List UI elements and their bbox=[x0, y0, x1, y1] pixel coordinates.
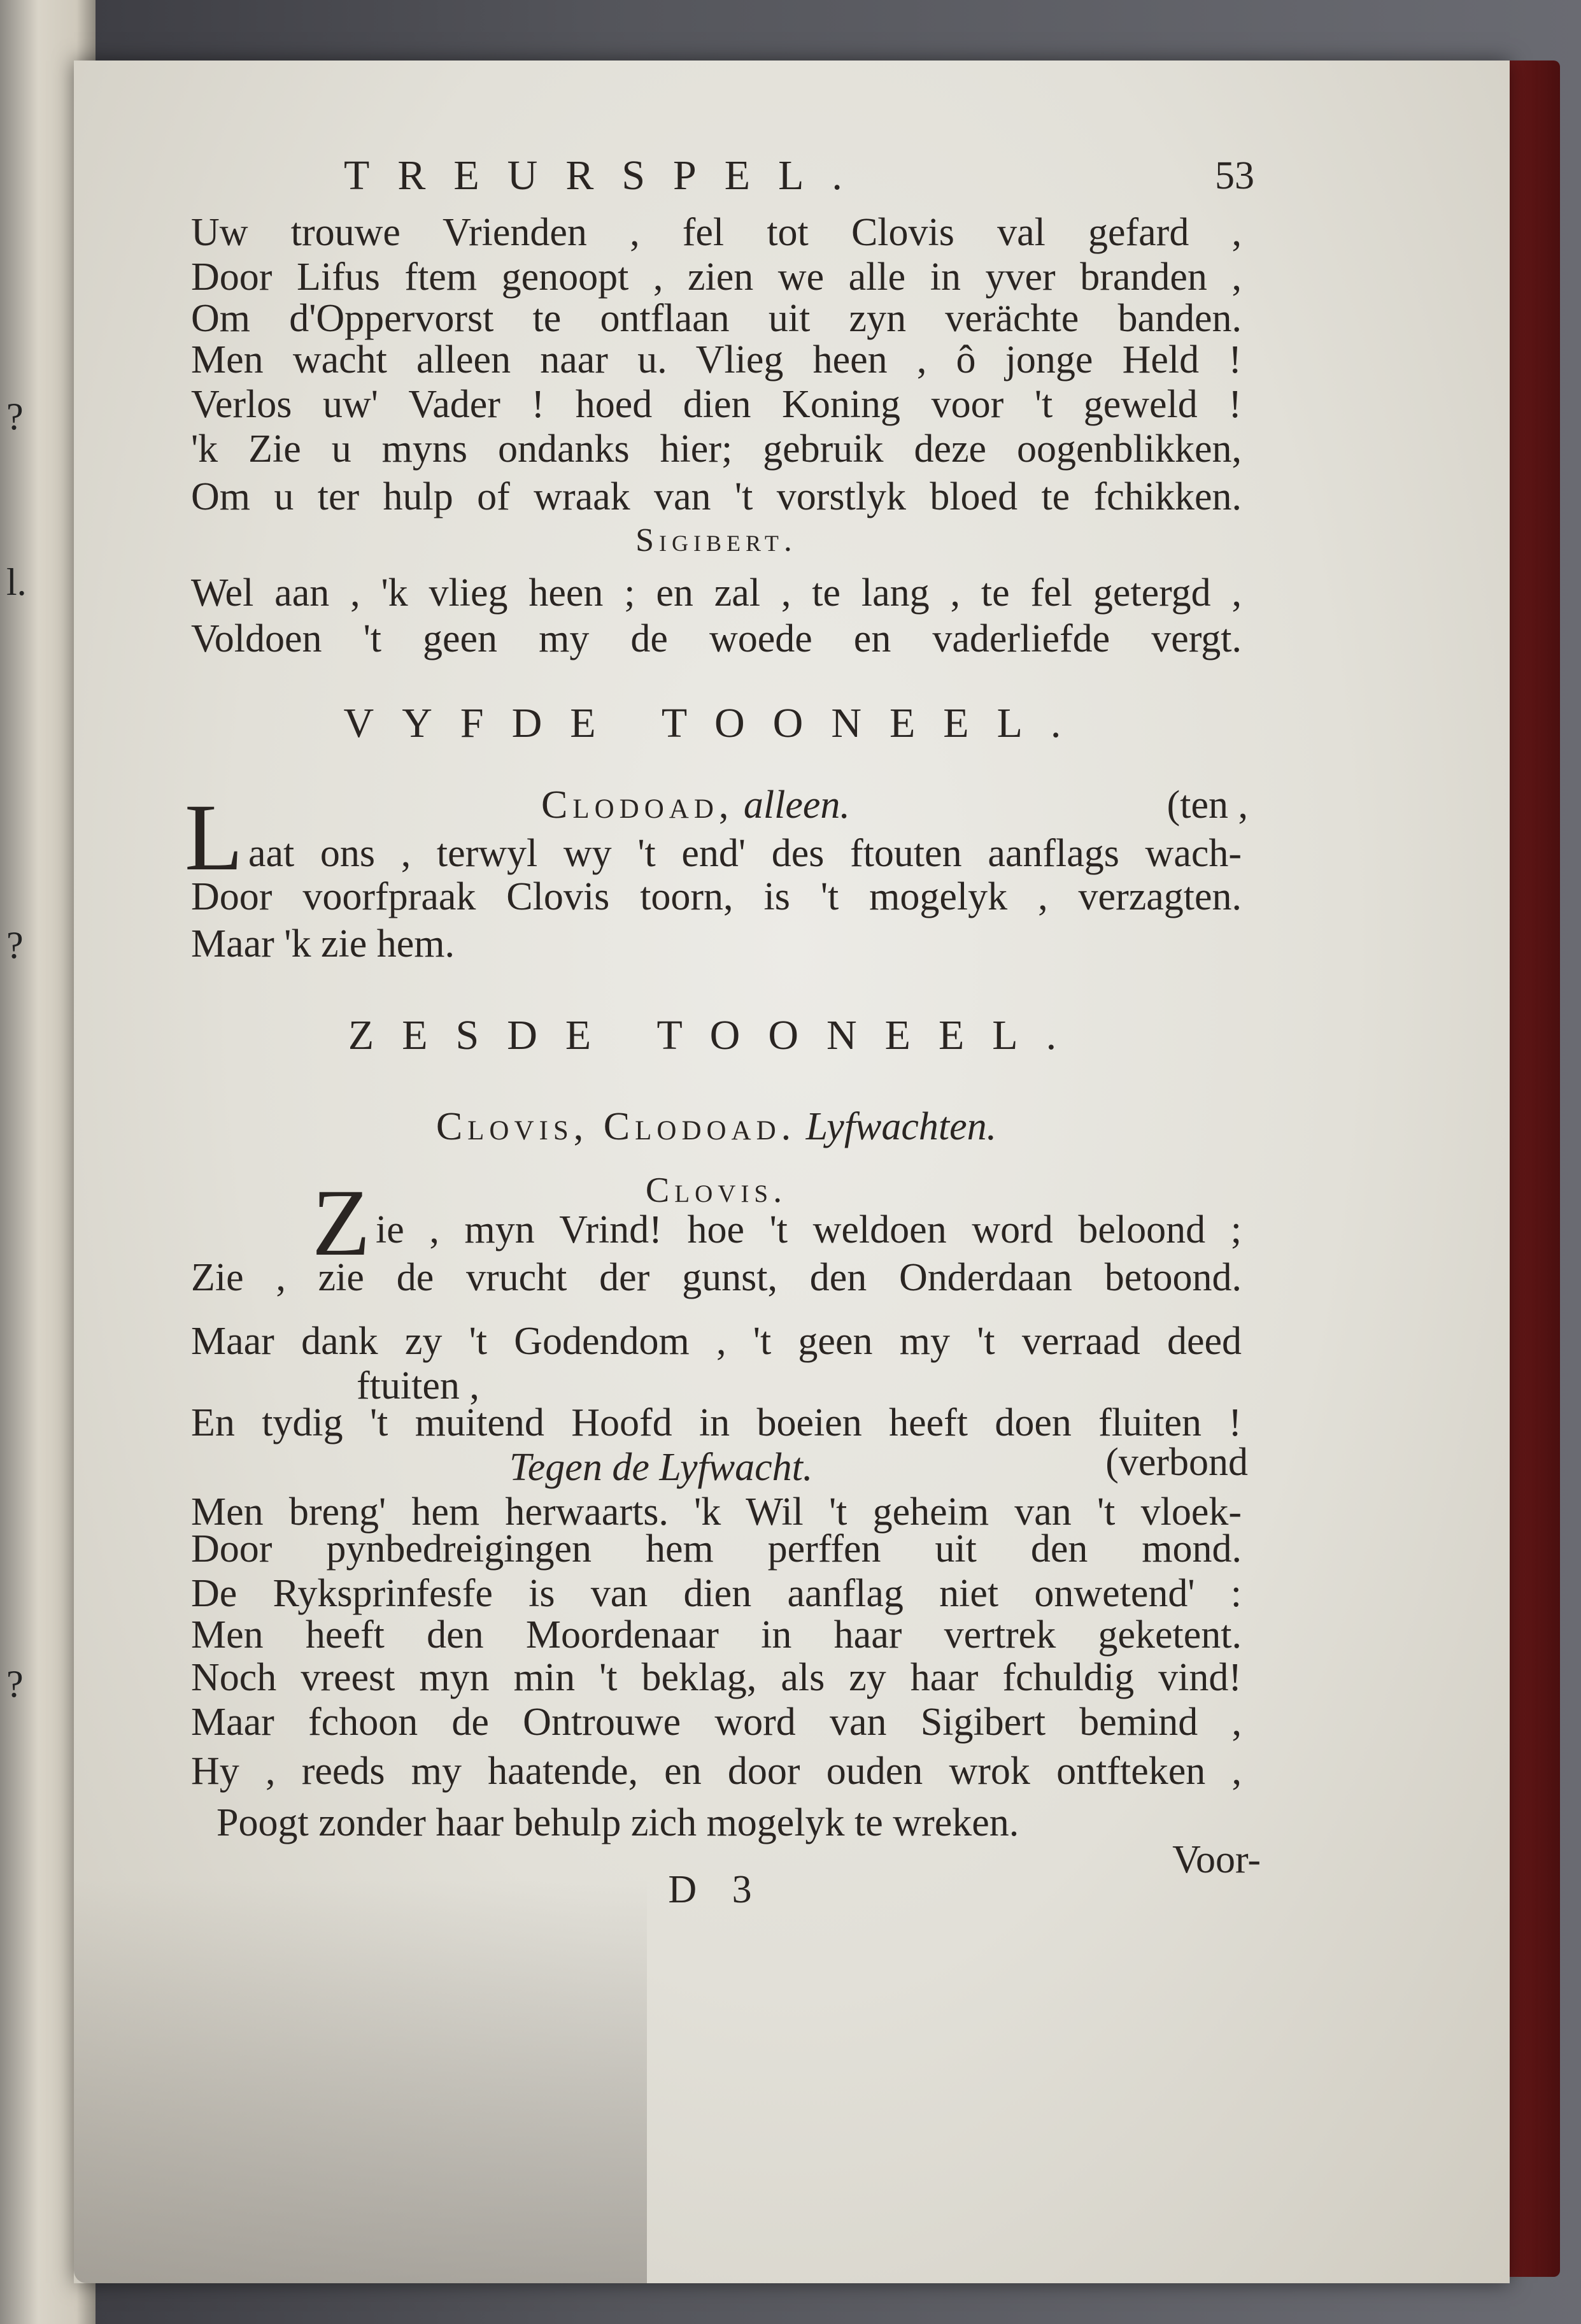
overflow-word: (verbond bbox=[1105, 1441, 1248, 1484]
cast-names: Clovis, Clodoad. bbox=[436, 1105, 797, 1148]
verse-line: Maar dank zy 't Godendom , 't geen my 't verraad deed bbox=[191, 1320, 1242, 1363]
facing-page-mark: ? bbox=[6, 1663, 24, 1705]
signature-mark: D 3 bbox=[668, 1868, 765, 1911]
drop-cap: L bbox=[185, 785, 243, 890]
verse-line: Men heeft den Moordenaar in haar vertrek geketent. bbox=[191, 1613, 1242, 1657]
verse-line: Om d'Oppervorst te ontflaan uit zyn verächte banden. bbox=[191, 297, 1242, 340]
verse-line: Hy , reeds my haatende, en door ouden wrok ontfteken , bbox=[191, 1750, 1242, 1793]
verse-line: 'k Zie u myns ondanks hier; gebruik deze oogenblikken, bbox=[191, 427, 1242, 471]
verse-line: ftuiten , bbox=[357, 1364, 479, 1408]
facing-page-mark: l. bbox=[6, 561, 27, 603]
running-header: TREURSPEL. bbox=[344, 152, 870, 199]
catchword: Voor- bbox=[1172, 1838, 1261, 1881]
page-shadow bbox=[74, 1879, 647, 2283]
verse-line: Voldoen 't geen my de woede en vaderliefde vergt. bbox=[191, 617, 1242, 660]
stage-direction: Tegen de Lyfwacht. bbox=[509, 1446, 813, 1489]
verse-line: Door Lifus ftem genoopt , zien we alle in yver branden , bbox=[191, 255, 1242, 299]
verse-line: Zie , zie de vrucht der gunst, den Onderdaan betoond. bbox=[191, 1256, 1242, 1299]
scene-title: ZESDE TOONEEL. bbox=[348, 1012, 1085, 1059]
speaker-name: Sigibert. bbox=[635, 522, 797, 559]
facing-page-mark: ? bbox=[6, 924, 24, 966]
verse-line: Maar 'k zie hem. bbox=[191, 922, 455, 966]
verse-line: Men breng' hem herwaarts. 'k Wil 't geheim van 't vloek- bbox=[191, 1490, 1242, 1534]
verse-line: Door pynbedreigingen hem perffen uit den mond. bbox=[191, 1527, 1242, 1571]
verse-line: ie , myn Vrind! hoe 't weldoen word beloond ; bbox=[376, 1208, 1242, 1251]
verse-line: De Ryksprinfesfe is van dien aanflag niet onwetend' : bbox=[191, 1572, 1242, 1615]
verse-line: aat ons , terwyl wy 't end' des ftouten aanflags wach- bbox=[248, 832, 1242, 875]
scene-cast bbox=[541, 782, 987, 828]
verse-line: Uw trouwe Vrienden , fel tot Clovis val gefard , bbox=[191, 211, 1242, 254]
verse-line: Door voorfpraak Clovis toorn, is 't mogelyk , verzagten. bbox=[191, 875, 1242, 918]
verse-line: Verlos uw' Vader ! hoed dien Koning voor 't geweld ! bbox=[191, 383, 1242, 426]
speaker-name: Clodoad, bbox=[541, 783, 734, 827]
scene-title: VYFDE TOONEEL. bbox=[343, 700, 1089, 746]
facing-page-mark: ? bbox=[6, 396, 24, 438]
verse-line: Wel aan , 'k vlieg heen ; en zal , te lang , te fel getergd , bbox=[191, 571, 1242, 615]
verse-line: Noch vreest myn min 't beklag, als zy haar fchuldig vind! bbox=[191, 1656, 1242, 1699]
overflow-word: (ten , bbox=[1166, 783, 1248, 827]
verse-line: En tydig 't muitend Hoofd in boeien heeft doen fluiten ! bbox=[191, 1401, 1242, 1444]
verse-line: Men wacht alleen naar u. Vlieg heen , ô jonge Held ! bbox=[191, 338, 1242, 381]
verse-line: Poogt zonder haar behulp zich mogelyk te wreken. bbox=[216, 1801, 1019, 1844]
stage-direction: Lyfwachten. bbox=[805, 1105, 997, 1148]
drop-cap: Z bbox=[312, 1170, 371, 1276]
page-number: 53 bbox=[1215, 154, 1254, 197]
stage-direction: alleen. bbox=[743, 783, 850, 827]
scene-cast bbox=[191, 1104, 1242, 1150]
verse-line: Om u ter hulp of wraak van 't vorstlyk bloed te fchikken. bbox=[191, 475, 1242, 518]
speaker-name: Clovis. bbox=[645, 1171, 788, 1210]
verse-line: Maar fchoon de Ontrouwe word van Sigibert bemind , bbox=[191, 1700, 1242, 1744]
